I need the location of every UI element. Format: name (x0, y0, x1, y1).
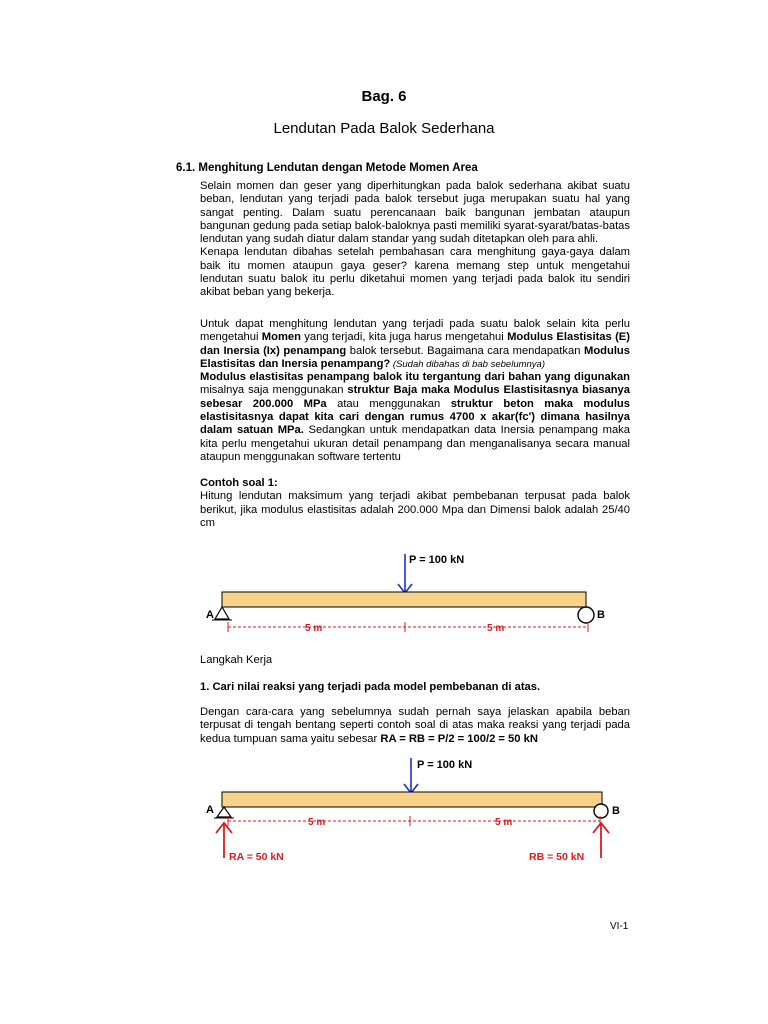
section-heading: 6.1. Menghitung Lendutan dengan Metode Momen Area (176, 162, 478, 174)
support-b-label: B (612, 805, 620, 817)
work-steps-label: Langkah Kerja (200, 654, 273, 666)
example-text: Hitung lendutan maksimum yang terjadi akibat pembebanan terpusat pada balok berikut, jika modulus elastisitas adalah 200.000 Mpa dan Dimensi balok adalah 25/40 cm (200, 490, 630, 529)
text-run: balok tersebut. Bagaimana cara mendapatkan (346, 344, 584, 357)
bold-run: Modulus elastisitas penampang balok itu tergantung dari bahan yang digunakan (200, 371, 630, 384)
roller-support-icon (594, 804, 608, 818)
text-run: yang terjadi, kita juga harus mengetahui (300, 331, 508, 344)
bold-run: struktur beton maka modulus elastisitasnya dapat kita cari dengan rumus 4700 x akar(fc') dimana hasilnya dalam satuan MPa. (200, 397, 630, 437)
page-number: VI-1 (610, 921, 629, 932)
span-right-label: 5 m (495, 817, 513, 828)
beam (222, 792, 602, 807)
reaction-formula: RA = RB = P/2 = 100/2 = 50 kN (380, 732, 538, 745)
text-run: atau menggunakan (326, 397, 451, 410)
example-heading: Contoh soal 1: (200, 477, 278, 489)
text-run: Dengan cara-cara yang sebelumnya sudah pernah saya jelaskan apabila beban terpusat di tengah bentang seperti contoh soal di atas maka reaksi yang terjadi pada kedua tumpuan sama yaitu sebesar (200, 706, 630, 745)
bold-run: Momen (261, 331, 301, 344)
italic-note: (Sudah dibahas di bab sebelumnya) (390, 358, 545, 370)
pin-support-icon (215, 607, 229, 619)
chapter-title: Lendutan Pada Balok Sederhana (273, 120, 495, 137)
support-a-label: A (206, 804, 214, 816)
text-run: misalnya saja menggunakan (200, 384, 348, 397)
load-label: P = 100 kN (417, 759, 473, 771)
beam (222, 592, 586, 607)
load-label: P = 100 kN (409, 554, 465, 566)
bold-run: Modulus Elastisitas dan Inersia penampang? (200, 344, 630, 370)
pin-support-icon (217, 807, 231, 817)
reaction-b-label: RB = 50 kN (529, 851, 585, 863)
span-left-label: 5 m (305, 623, 323, 634)
intro-paragraph (200, 180, 630, 300)
example-block (200, 477, 630, 530)
text-run: Untuk dapat menghitung lendutan yang terjadi pada suatu balok selain kita perlu mengetahui (200, 318, 630, 344)
bold-run: struktur Baja maka Modulus Elastisitasnya biasanya sebesar 200.000 MPa (200, 384, 630, 410)
support-b-label: B (597, 609, 605, 621)
chapter-number: Bag. 6 (361, 88, 407, 105)
text-run: Sedangkan untuk mendapatkan data Inersia penampang maka kita perlu mengetahui ukuran detail penampang dan menganalisanya secara manual ataupun menggunakan software tertentu (200, 424, 630, 463)
step1-heading: 1. Cari nilai reaksi yang terjadi pada model pembebanan di atas. (200, 681, 541, 693)
beam-diagram-2 (0, 750, 768, 875)
span-right-label: 5 m (487, 623, 505, 634)
bold-run: Modulus Elastisitas (E) dan Inersia (Ix) penampang (200, 331, 630, 357)
roller-support-icon (578, 607, 594, 623)
support-a-label: A (206, 609, 214, 621)
intro-paragraph-part1: Selain momen dan geser yang diperhitungkan pada balok sederhana akibat suatu beban, lendutan yang terjadi pada balok tersebut juga merupakan suatu hal yang sangat penting. Dalam suatu perencanaan baik bangunan jembatan ataupun bangunan gedung pada setiap balok-baloknya pasti memiliki syarat-syarat/batas-batas lendutan yang sudah diatur dalam standar yang sudah ditetapkan oleh para ahli. (200, 180, 630, 246)
span-left-label: 5 m (308, 817, 326, 828)
reaction-a-label: RA = 50 kN (229, 851, 284, 863)
intro-paragraph-part2: Kenapa lendutan dibahas setelah pembahasan cara menghitung gaya-gaya dalam baik itu momen ataupun gaya geser? karena memang step untuk mengetahui lendutan suatu balok itu perlu diketahui momen yang terjadi pada balok itu sendiri akibat beban yang bekerja. (200, 246, 630, 299)
modulus-paragraph (200, 318, 630, 464)
step1-paragraph (200, 706, 630, 746)
beam-diagram-1 (0, 540, 768, 640)
